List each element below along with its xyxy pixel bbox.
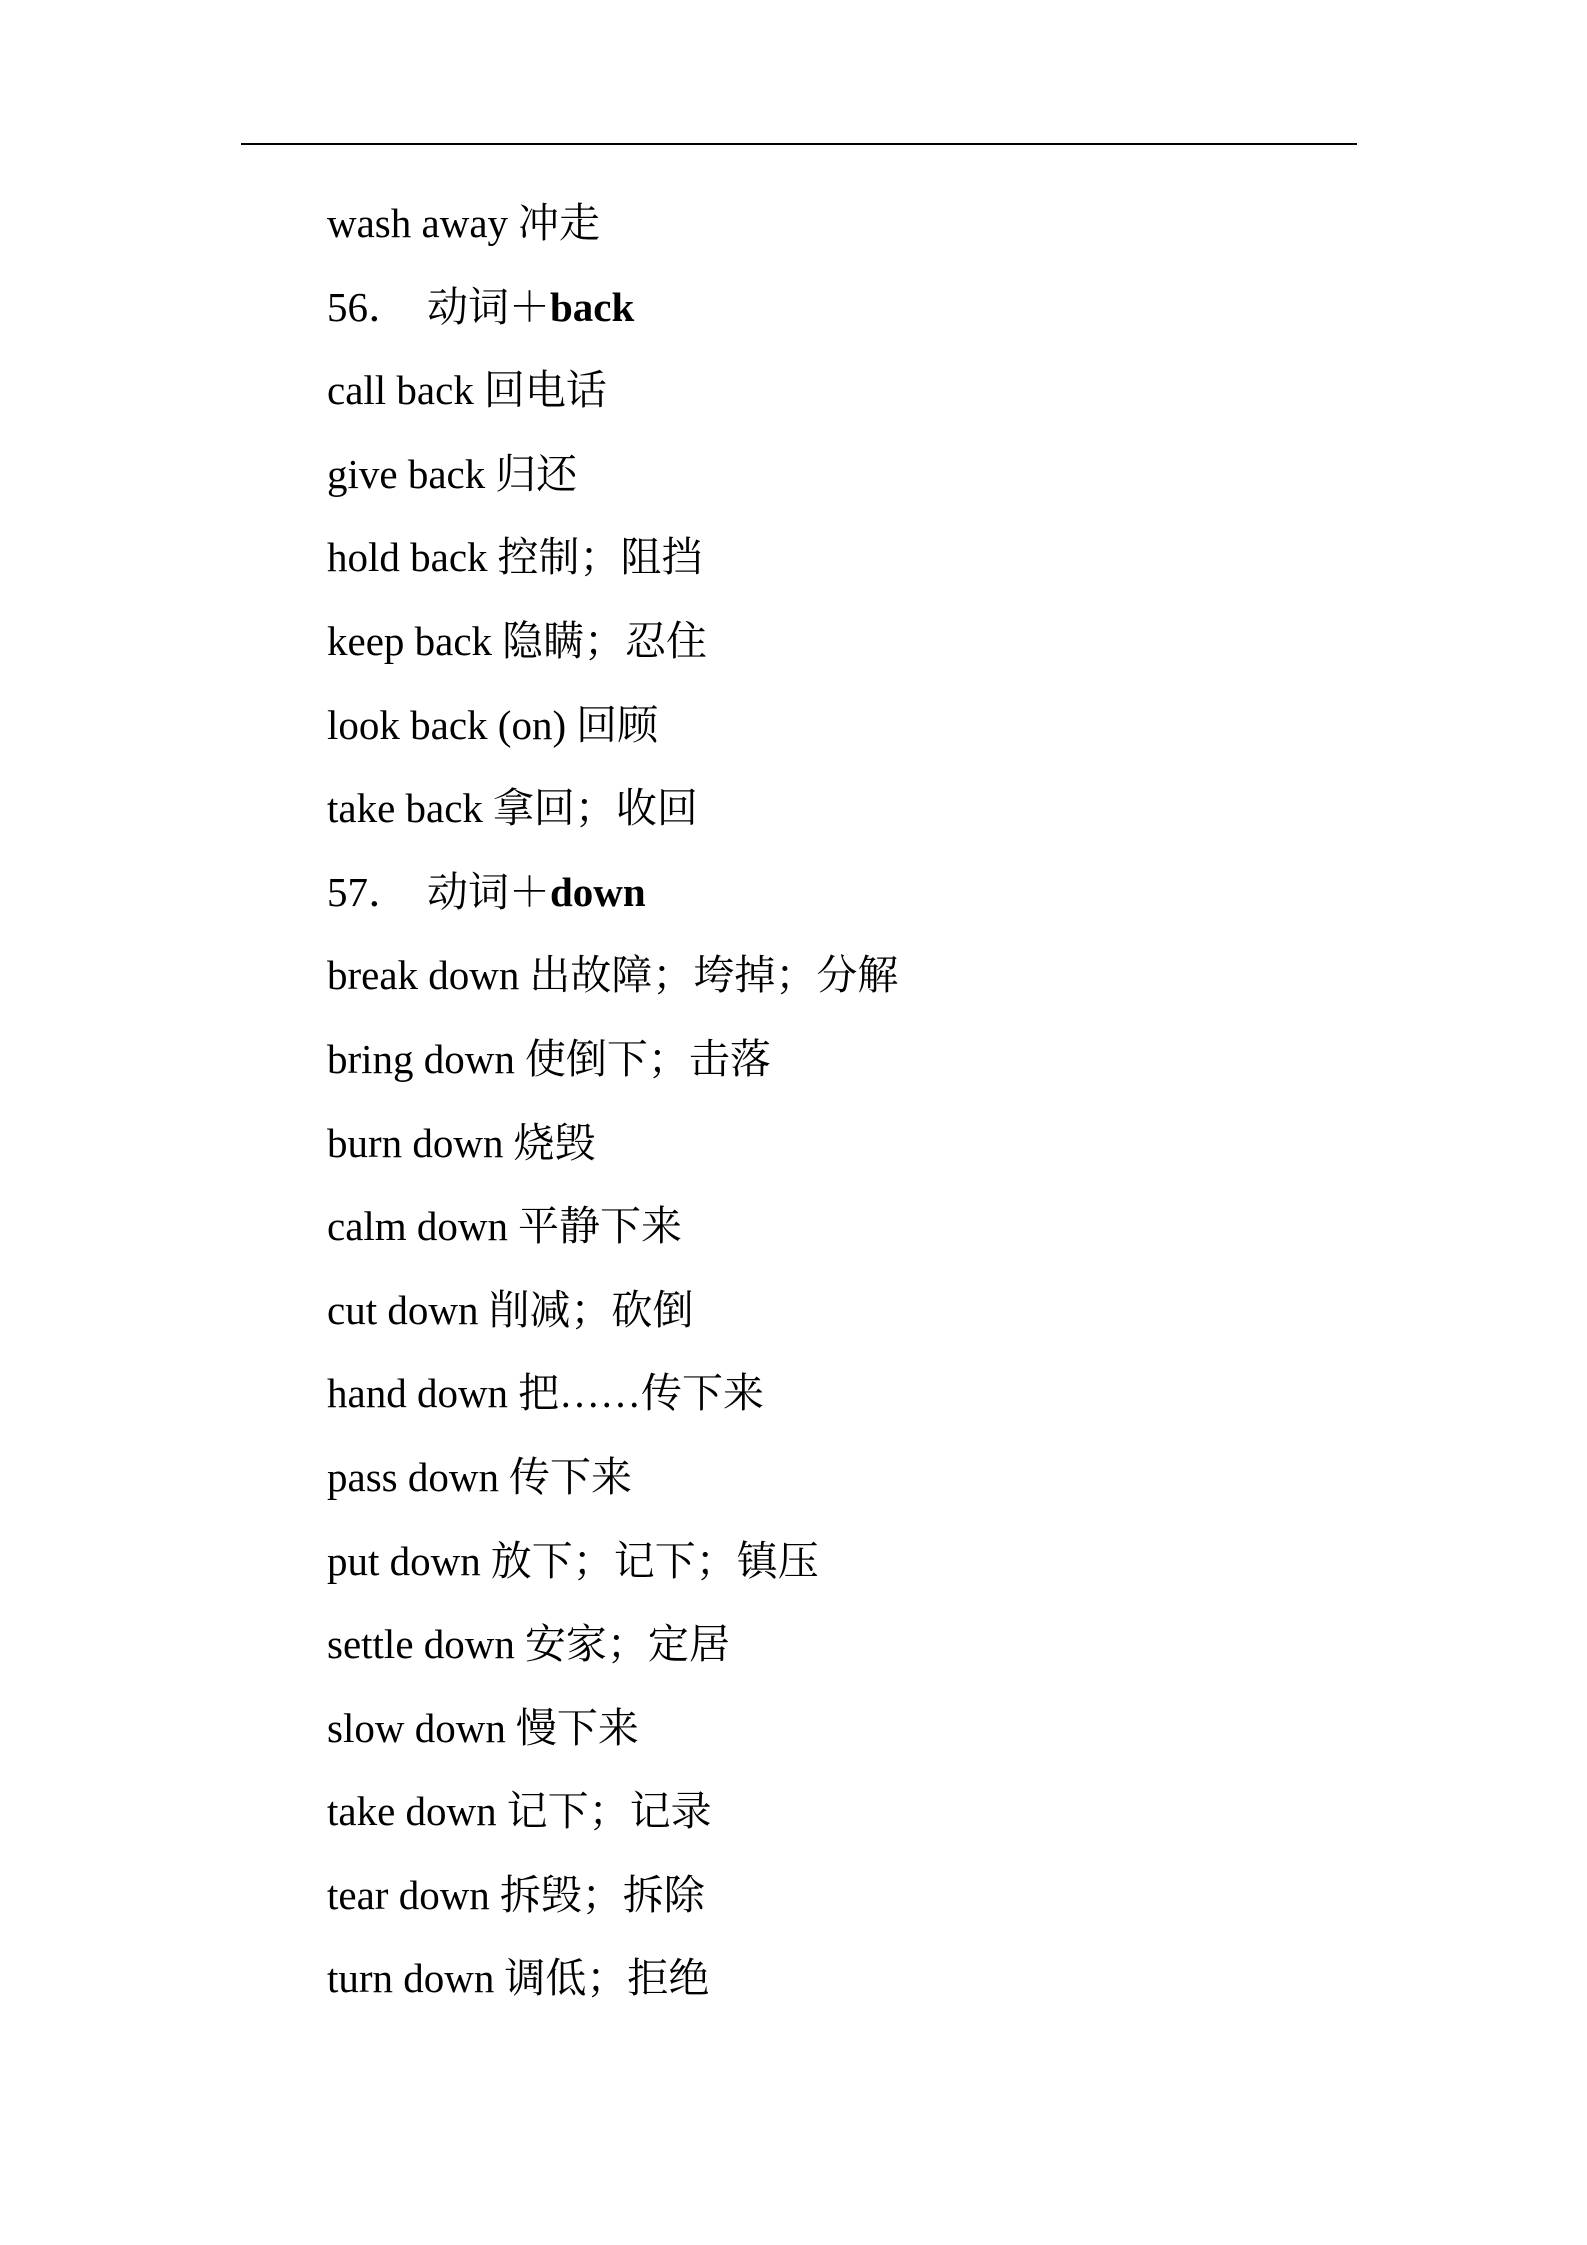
phrase-meaning: 烧毁 xyxy=(513,1119,596,1166)
phrase-entry xyxy=(327,439,1427,523)
phrase-term: hold back xyxy=(327,534,488,581)
phrase-term: turn down xyxy=(327,1955,495,2002)
phrase-term: give back xyxy=(327,450,486,497)
phrase-meaning: 控制；阻挡 xyxy=(497,534,703,581)
phrase-term: calm down xyxy=(327,1203,509,1250)
phrase-meaning: 出故障；垮掉；分解 xyxy=(529,952,899,999)
phrase-entry xyxy=(327,1275,1427,1359)
phrase-term: cut down xyxy=(327,1286,479,1333)
phrase-term: tear down xyxy=(327,1871,490,1918)
phrase-meaning: 调低；拒绝 xyxy=(504,1955,710,2002)
phrase-meaning: 拿回；收回 xyxy=(492,785,698,832)
phrase-entry xyxy=(327,1442,1427,1526)
phrase-term: pass down xyxy=(327,1453,499,1500)
phrase-list xyxy=(327,188,1427,2027)
phrase-meaning: 削减；砍倒 xyxy=(488,1286,694,1333)
phrase-term: wash away xyxy=(327,200,509,246)
header-rule xyxy=(241,143,1357,145)
phrase-term: burn down xyxy=(327,1119,504,1166)
phrase-entry xyxy=(327,1776,1427,1860)
phrase-entry xyxy=(327,1191,1427,1275)
phrase-term: take down xyxy=(327,1788,497,1835)
phrase-entry xyxy=(327,1108,1427,1192)
phrase-meaning: 回电话 xyxy=(483,367,607,414)
phrase-term: bring down xyxy=(327,1035,515,1082)
phrase-term: look back (on) xyxy=(327,701,567,748)
phrase-meaning: 使倒下；击落 xyxy=(524,1035,771,1082)
phrase-meaning: 记下；记录 xyxy=(506,1788,712,1835)
phrase-term: break down xyxy=(327,952,520,999)
phrase-entry xyxy=(327,355,1427,439)
phrase-entry xyxy=(327,606,1427,690)
phrase-term: put down xyxy=(327,1537,481,1584)
section-word: down xyxy=(550,868,646,915)
phrase-meaning: 归还 xyxy=(495,450,578,497)
section-prefix: 动词＋ xyxy=(427,868,550,915)
phrase-entry xyxy=(327,1526,1427,1610)
phrase-entry xyxy=(327,522,1427,606)
phrase-entry xyxy=(327,1943,1427,2027)
section-number: 57． xyxy=(327,868,409,915)
phrase-meaning: 拆毁；拆除 xyxy=(499,1871,705,1918)
phrase-term: slow down xyxy=(327,1704,506,1751)
phrase-entry xyxy=(327,1024,1427,1108)
phrase-term: settle down xyxy=(327,1621,515,1668)
section-heading xyxy=(327,272,1427,356)
phrase-meaning: 隐瞒；忍住 xyxy=(502,617,708,664)
phrase-meaning: 回顾 xyxy=(576,701,659,748)
phrase-meaning: 慢下来 xyxy=(515,1704,639,1751)
phrase-term: hand down xyxy=(327,1370,509,1417)
phrase-entry xyxy=(327,773,1427,857)
phrase-term: keep back xyxy=(327,617,493,664)
phrase-entry xyxy=(327,1609,1427,1693)
phrase-meaning: 放下；记下；镇压 xyxy=(490,1537,819,1584)
phrase-entry xyxy=(327,1693,1427,1777)
phrase-meaning: 冲走 xyxy=(518,200,601,246)
section-heading xyxy=(327,857,1427,941)
section-number: 56． xyxy=(327,283,409,330)
phrase-entry xyxy=(327,940,1427,1024)
section-word: back xyxy=(550,283,635,330)
phrase-entry xyxy=(327,1860,1427,1944)
phrase-term: take back xyxy=(327,785,483,832)
phrase-entry xyxy=(327,1358,1427,1442)
phrase-meaning: 安家；定居 xyxy=(524,1621,730,1668)
phrase-meaning: 传下来 xyxy=(508,1453,632,1500)
phrase-meaning: 平静下来 xyxy=(518,1203,683,1250)
phrase-entry xyxy=(327,188,1427,272)
section-prefix: 动词＋ xyxy=(427,283,550,330)
phrase-term: call back xyxy=(327,367,474,414)
phrase-meaning: 把……传下来 xyxy=(518,1370,765,1417)
phrase-entry xyxy=(327,690,1427,774)
